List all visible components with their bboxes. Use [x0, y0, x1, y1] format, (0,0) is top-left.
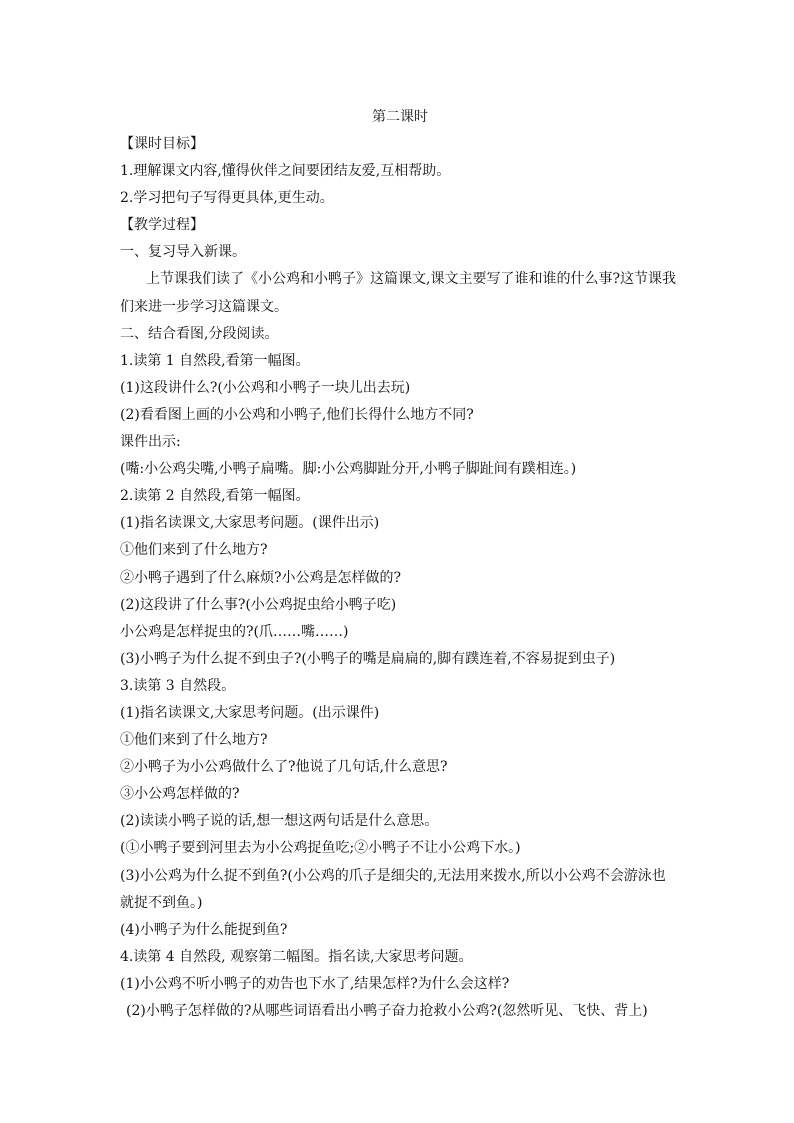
paragraph-line: 们来进一步学习这篇课文。 [120, 298, 288, 315]
answer-line: (嘴:小公鸡尖嘴,小鸭子扁嘴。脚:小公鸡脚趾分开,小鸭子脚趾间有蹼相连。) [120, 461, 577, 478]
question-line: (1)小公鸡不听小鸭子的劝告也下水了,结果怎样?为什么会这样? [120, 975, 510, 992]
courseware-label: 课件出示: [120, 434, 181, 451]
objective-1: 1.理解课文内容,懂得伙伴之间要团结友爱,互相帮助。 [120, 163, 451, 180]
step-1-heading: 一、复习导入新课。 [120, 244, 246, 261]
question-line: (1)指名读课文,大家思考问题。(课件出示) [120, 515, 380, 532]
question-line: ②小鸭子遇到了什么麻烦?小公鸡是怎样做的? [120, 569, 402, 586]
page-title: 第二课时 [372, 109, 428, 125]
question-line: (2)小鸭子怎样做的?从哪些词语看出小鸭子奋力抢救小公鸡?(忽然听见、飞快、背上) [126, 1003, 648, 1019]
part-2-heading: 2.读第 2 自然段,看第一幅图。 [120, 488, 310, 505]
question-line: 小公鸡是怎样捉虫的?(爪……嘴……) [120, 623, 349, 640]
heading-objectives: 【课时目标】 [120, 136, 204, 152]
question-line: (1)指名读课文,大家思考问题。(出示课件) [120, 704, 380, 721]
heading-process: 【教学过程】 [120, 217, 204, 234]
question-line: ②小鸭子为小公鸡做什么了?他说了几句话,什么意思? [120, 759, 448, 776]
paragraph-line: 上节课我们读了《小公鸡和小鸭子》这篇课文,课文主要写了谁和谁的什么事?这节课我 [146, 271, 676, 288]
question-line: ①他们来到了什么地方? [120, 542, 268, 559]
part-1-heading: 1.读第 1 自然段,看第一幅图。 [120, 352, 310, 369]
question-line: (2)看看图上画的小公鸡和小鸭子,他们长得什么地方不同? [120, 406, 474, 423]
document-page [120, 103, 680, 1025]
question-line: (1)这段讲什么?(小公鸡和小鸭子一块儿出去玩) [120, 379, 411, 396]
question-line: (2)读读小鸭子说的话,想一想这两句话是什么意思。 [120, 813, 439, 830]
question-line: ③小公鸡怎样做的? [120, 786, 240, 803]
question-line: (3)小公鸡为什么捉不到鱼?(小公鸡的爪子是细尖的,无法用来拨水,所以小公鸡不会游泳也 [120, 867, 666, 884]
part-4-heading: 4.读第 4 自然段, 观察第二幅图。指名读,大家思考问题。 [120, 948, 473, 965]
question-line: (4)小鸭子为什么能捉到鱼? [120, 921, 288, 938]
answer-line: 就捉不到鱼。) [120, 894, 203, 911]
objective-2: 2.学习把句子写得更具体,更生动。 [120, 190, 334, 207]
question-line: ①他们来到了什么地方? [120, 732, 268, 749]
part-3-heading: 3.读第 3 自然段。 [120, 677, 236, 694]
step-2-heading: 二、结合看图,分段阅读。 [120, 325, 279, 342]
answer-line: (①小鸭子要到河里去为小公鸡捉鱼吃;②小鸭子不让小公鸡下水。) [120, 840, 521, 857]
question-line: (2)这段讲了什么事?(小公鸡捉虫给小鸭子吃) [120, 596, 397, 613]
question-line: (3)小鸭子为什么捉不到虫子?(小鸭子的嘴是扁扁的,脚有蹼连着,不容易捉到虫子) [120, 650, 616, 667]
